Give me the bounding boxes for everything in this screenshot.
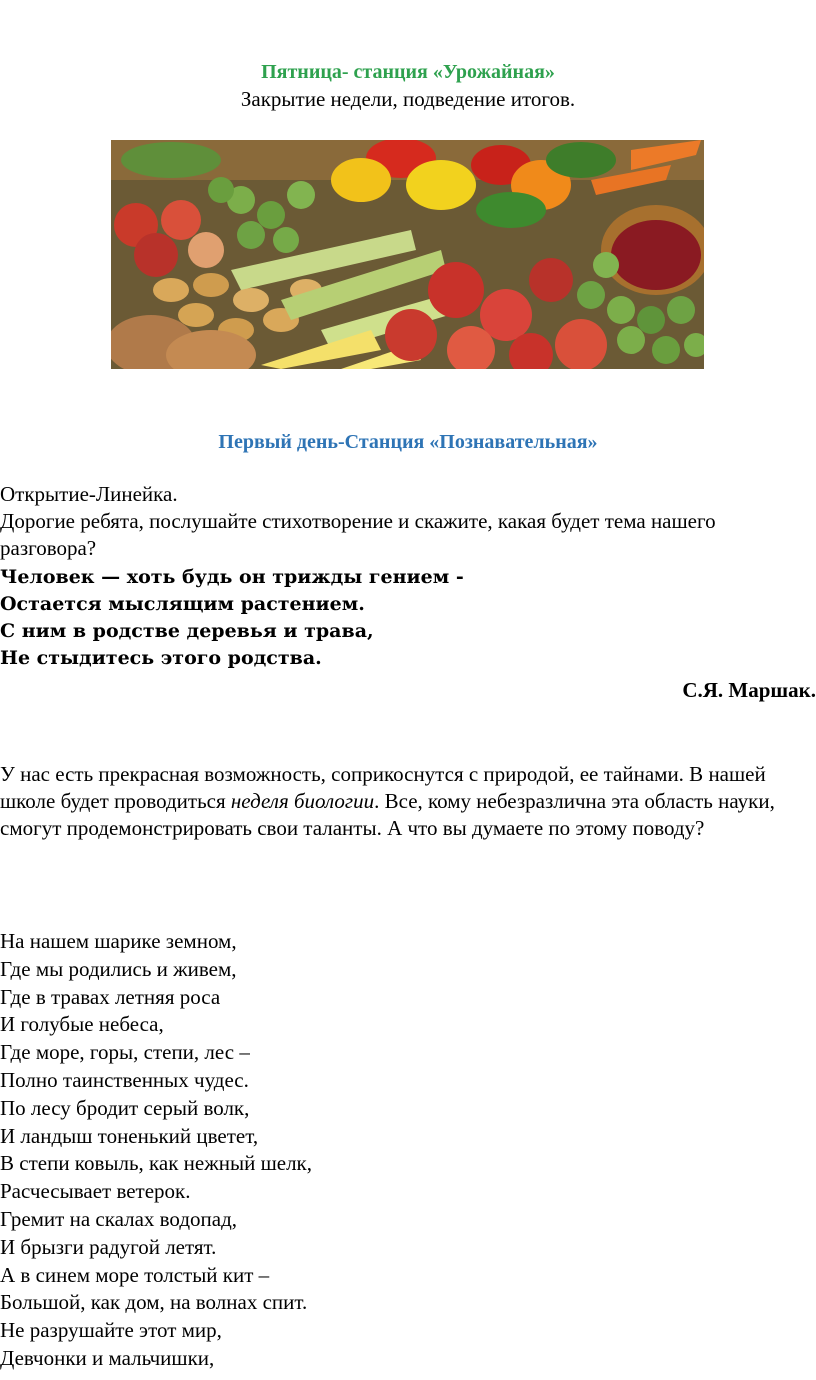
poem-line: В степи ковыль, как нежный шелк, bbox=[0, 1151, 313, 1176]
poem-line: А в синем море толстый кит – bbox=[0, 1262, 270, 1287]
day1-heading: Первый день-Станция «Познавательная» bbox=[218, 431, 598, 453]
paragraph-emphasis: неделя биологии bbox=[230, 789, 375, 813]
poem-line: Где в травах летняя роса bbox=[0, 984, 221, 1009]
poem-line: Расчесывает ветерок. bbox=[0, 1179, 191, 1204]
friday-heading: Пятница- станция «Урожайная» bbox=[261, 61, 555, 83]
earth-poem bbox=[0, 928, 816, 1373]
poem-line: Большой, как дом, на волнах спит. bbox=[0, 1290, 308, 1315]
poem-line: Гремит на скалах водопад, bbox=[0, 1206, 238, 1231]
poem-line: Где море, горы, степи, лес – bbox=[0, 1040, 250, 1065]
quote-line: Человек — хоть будь он трижды гением - bbox=[0, 566, 464, 588]
poem-line: Где мы родились и живем, bbox=[0, 956, 237, 981]
paragraph-text: . Все, кому небезразлична эта область науки, смогут продемонстрировать свои таланты. А что вы думаете по этому поводу? bbox=[0, 789, 775, 840]
poem-line: И голубые небеса, bbox=[0, 1012, 164, 1037]
vegetables-photo bbox=[111, 140, 704, 369]
biology-week-paragraph bbox=[0, 761, 816, 842]
poem-line: Полно таинственных чудес. bbox=[0, 1067, 249, 1092]
intro-block bbox=[0, 481, 816, 562]
paragraph-text: У нас есть прекрасная возможность, соприкоснутся с природой, ее тайнами. В нашей школе будет проводиться bbox=[0, 762, 766, 813]
quote-line: С ним в родстве деревья и трава, bbox=[0, 620, 374, 642]
poem-line: Девчонки и мальчишки, bbox=[0, 1345, 215, 1370]
poem-line: На нашем шарике земном, bbox=[0, 929, 237, 953]
poem-line: По лесу бродит серый волк, bbox=[0, 1095, 250, 1120]
quote-line: Не стыдитесь этого родства. bbox=[0, 647, 322, 669]
friday-subtitle: Закрытие недели, подведение итогов. bbox=[240, 87, 576, 111]
poem-line: И брызги радугой летят. bbox=[0, 1234, 217, 1259]
marshak-quote bbox=[0, 564, 816, 672]
poem-line: И ландыш тоненький цветет, bbox=[0, 1123, 259, 1148]
quote-author: С.Я. Маршак. bbox=[682, 678, 816, 702]
intro-text: Дорогие ребята, послушайте стихотворение и скажите, какая будет тема нашего разговора? bbox=[0, 509, 716, 560]
quote-line: Остается мыслящим растением. bbox=[0, 593, 365, 615]
poem-line: Не разрушайте этот мир, bbox=[0, 1318, 222, 1343]
opening-line: Открытие-Линейка. bbox=[0, 482, 178, 506]
